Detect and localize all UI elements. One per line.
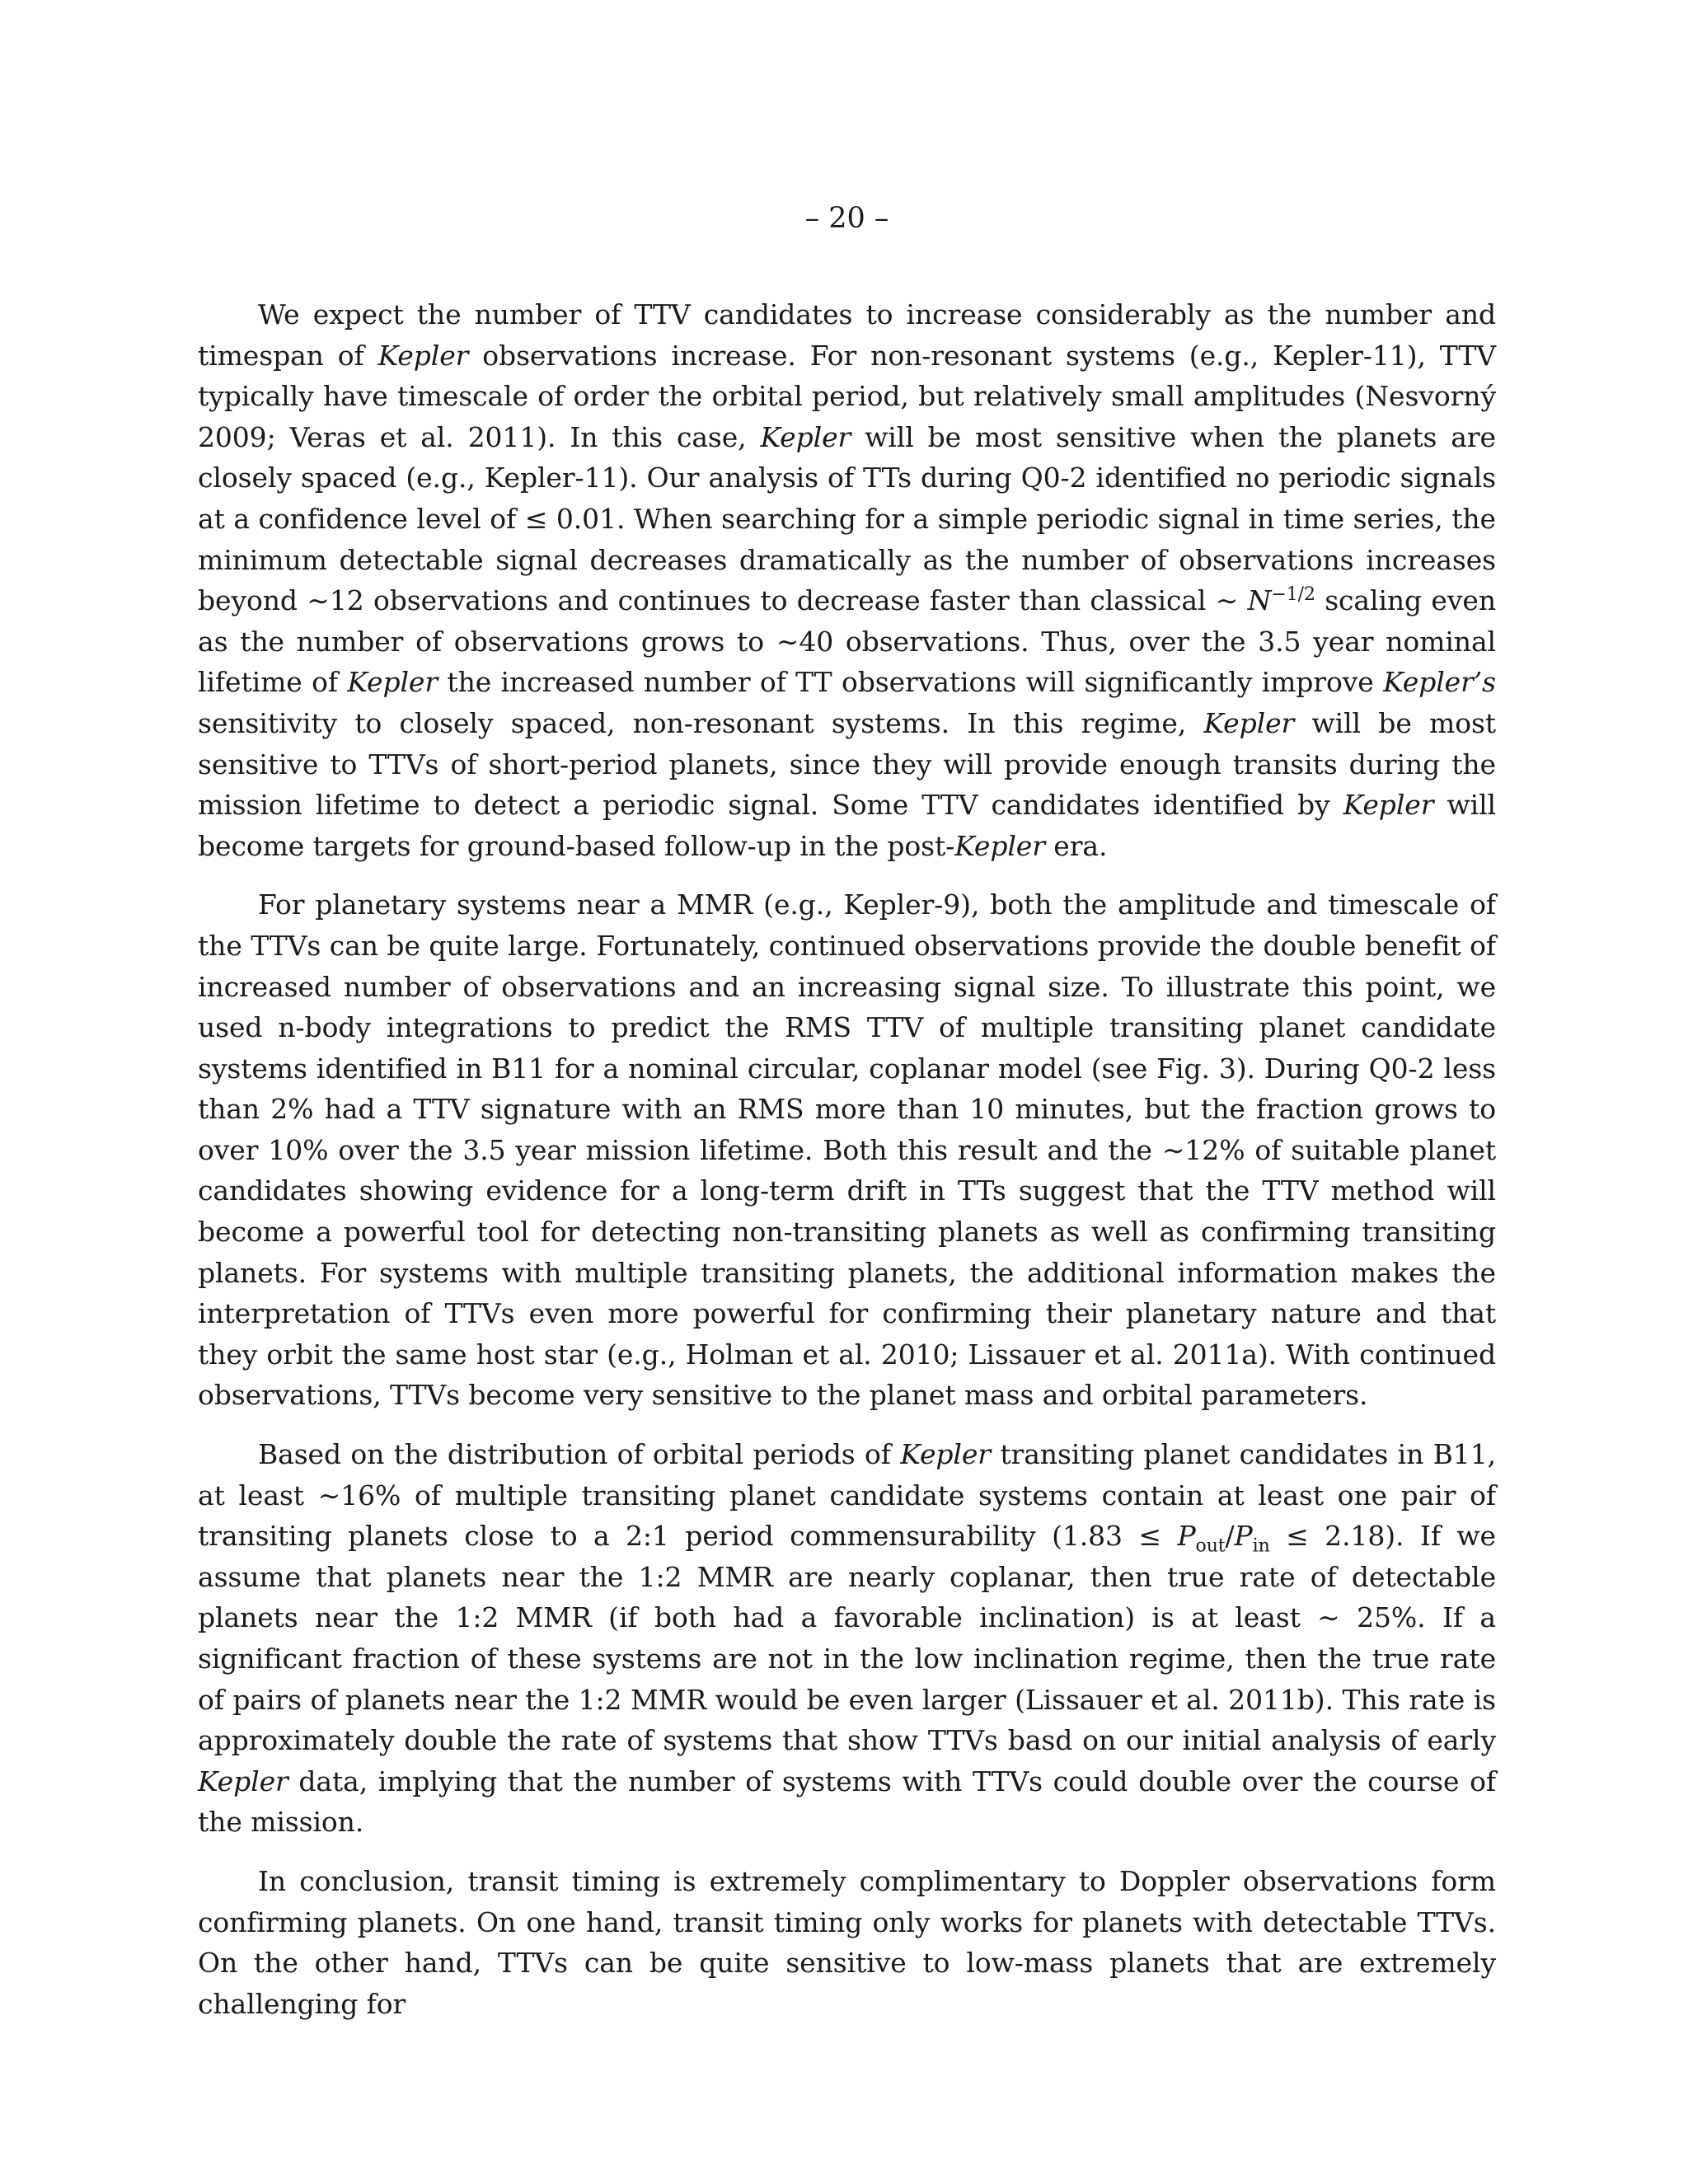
page-number: – 20 –	[804, 202, 889, 235]
text-segment: the increased number of TT observations will significantly improve	[438, 666, 1384, 699]
text-segment: Kepler	[347, 666, 438, 699]
text-segment: ≤ 2.18). If we assume that planets near the 1:2 MMR are nearly coplanar, then true rate of detectable planets near the 1:2 MMR (if both had a favorable inclination) is at least ∼ 25%. If a significant fraction of these systems are not in the low inclination regime, then the true rate of pairs of planets near the 1:2 MMR would be even larger (Lissauer et al. 2011b). This rate is approximately double the rate of systems that show TTVs basd on our initial analysis of early	[198, 1520, 1496, 1757]
text-segment: −1/2	[1271, 584, 1315, 606]
text-segment: observations increase. For non-resonant systems (e.g., Kepler-11), TTV typically have timescale of order the orbital period, but relatively small amplitudes (Nesvorný 2009; Veras et al. 2011). In this case,	[198, 339, 1496, 453]
text-segment: transiting planet candidates in B11, at least ∼16% of multiple transiting planet candidate systems contain at least one pair of transiting planets close to a 2:1 period commensurability (1.83 ≤	[198, 1438, 1496, 1553]
text-segment: Kepler	[1203, 706, 1295, 739]
text-segment: Kepler	[377, 339, 469, 372]
document-page	[198, 0, 1496, 2184]
text-segment: For planetary systems near a MMR (e.g., Kepler-9), both the amplitude and timescale of the TTVs can be quite large. Fortunately, continued observations provide the double benefit of increased number of observations and an increasing signal size. To illustrate this point, we used n-body integrations to predict the RMS TTV of multiple transiting planet candidate systems identified in B11 for a nominal circular, coplanar model (see Fig. 3). During Q0-2 less than 2% had a TTV signature with an RMS more than 10 minutes, but the fraction grows to over 10% over the 3.5 year mission lifetime. Both this result and the ∼12% of suitable planet candidates showing evidence for a long-term drift in TTs suggest that the TTV method will become a powerful tool for detecting non-transiting planets as well as confirming transiting planets. For systems with multiple transiting planets, the additional information makes the interpretation of TTVs even more powerful for confirming their planetary nature and that they orbit the same host star (e.g., Holman et al. 2010; Lissauer et al. 2011a). With continued observations, TTVs become very sensitive to the planet mass and orbital parameters.	[198, 888, 1496, 1412]
text-segment: in	[1252, 1535, 1270, 1557]
text-segment: Based on the distribution of orbital periods of	[258, 1438, 901, 1471]
text-segment: /	[1225, 1520, 1235, 1553]
text-segment: Kepler	[900, 1438, 991, 1471]
paragraph-mmr-systems	[198, 884, 1496, 1416]
text-segment: Kepler	[760, 420, 851, 453]
text-segment: will become targets for ground-based follow-up in the post-	[198, 789, 1496, 862]
text-segment: era.	[1044, 829, 1108, 862]
paragraph-ttv-candidates	[198, 294, 1496, 866]
text-segment: P	[1234, 1520, 1253, 1553]
text-segment: We expect the number of TTV candidates to increase considerably as the number and timespan of	[198, 298, 1496, 372]
text-segment: out	[1195, 1535, 1226, 1557]
text-segment: will be most sensitive when the planets are closely spaced (e.g., Kepler-11). Our analysis of TTs during Q0-2 identified no periodic signals at a confidence level of ≤ 0.01. When searching for a simple periodic signal in time series, the minimum detectable signal decreases dramatically as the number of observations increases beyond ∼12 observations and continues to decrease faster than classical ∼	[198, 420, 1496, 617]
paragraph-period-distribution	[198, 1434, 1496, 1843]
text-segment: data, implying that the number of systems with TTVs could double over the course of the mission.	[198, 1765, 1496, 1839]
body-text	[198, 294, 1496, 2042]
text-segment: N	[1247, 584, 1272, 617]
text-segment: Kepler’s	[1383, 666, 1496, 699]
text-segment: scaling even as the number of observations grows to ∼40 observations. Thus, over the 3.5 year nominal lifetime of	[198, 584, 1496, 699]
text-segment: Kepler	[198, 1765, 288, 1797]
paragraph-conclusion	[198, 1861, 1496, 2024]
text-segment: will be most sensitive to TTVs of short-period planets, since they will provide enough transits during the mission lifetime to detect a periodic signal. Some TTV candidates identified by	[198, 706, 1497, 822]
text-segment: Kepler	[954, 829, 1045, 862]
text-segment: sensitivity to closely spaced, non-resonant systems. In this regime,	[198, 706, 1204, 739]
text-segment: In conclusion, transit timing is extremely complimentary to Doppler observations form confirming planets. On one hand, transit timing only works for planets with detectable TTVs. On the other hand, TTVs can be quite sensitive to low-mass planets that are extremely challenging for	[198, 1864, 1496, 2020]
text-segment: P	[1177, 1520, 1196, 1553]
text-segment: Kepler	[1343, 789, 1434, 822]
